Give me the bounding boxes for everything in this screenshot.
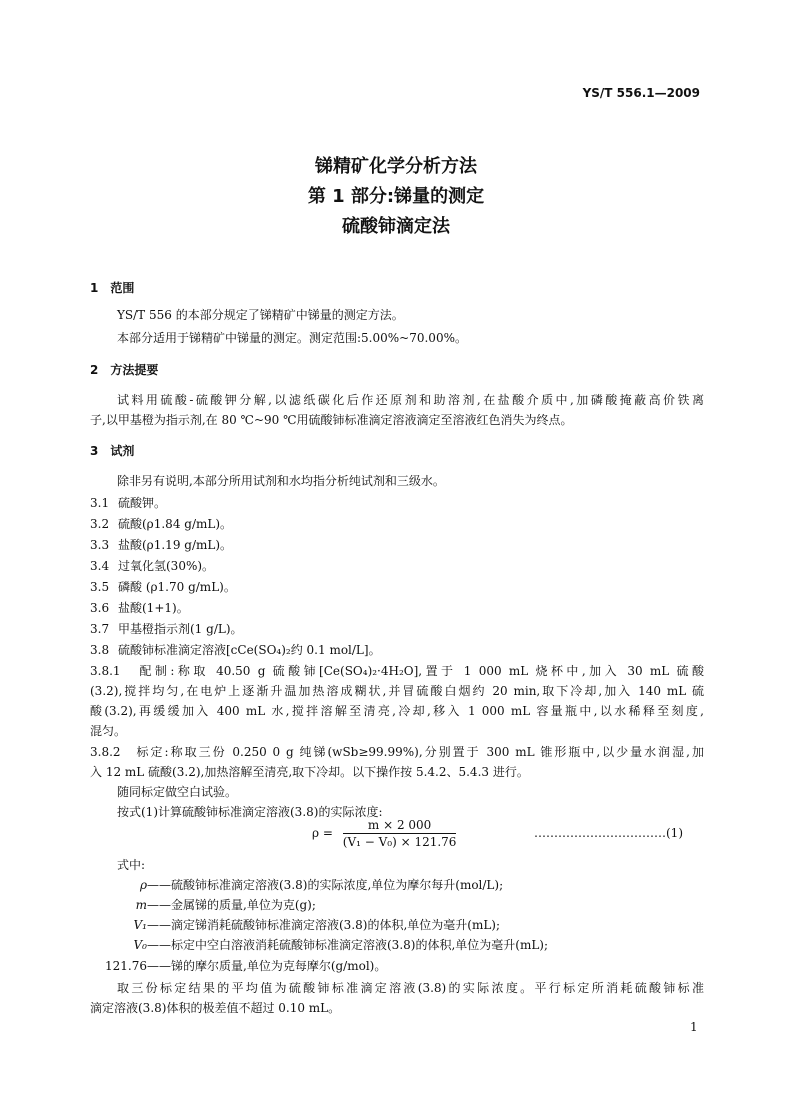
reagent-text: 过氧化氢(30%)。 <box>118 559 215 573</box>
reagent-item <box>90 516 704 532</box>
preparation-text-line: (3.2),搅拌均匀,在电炉上逐渐升温加热溶成糊状,并冒硫酸白烟约 20 min,取下冷却,加入 140 mL 硫 <box>90 684 704 698</box>
standardization-text-line: 3.8.2 标定:称取三份 0.250 0 g 纯锑(wSb≥99.99%),分别置于 300 mL 锥形瓶中,以少量水润湿,加 <box>90 745 704 759</box>
reagent-text: 硫酸钾。 <box>118 496 167 510</box>
page-number: 1 <box>690 1020 698 1034</box>
reagent-text: 硫酸(ρ1.84 g/mL)。 <box>118 517 233 531</box>
variable-definition <box>90 917 704 933</box>
reagent-item <box>90 621 704 637</box>
conclusion-text-line: 取三份标定结果的平均值为硫酸铈标准滴定溶液(3.8)的实际浓度。平行标定所消耗硫酸铈标准 <box>117 981 704 995</box>
reagent-number: 3.6 <box>90 601 110 615</box>
variable-description: ——滴定锑消耗硫酸铈标准滴定溶液(3.8)的体积,单位为毫升(mL); <box>147 918 501 932</box>
formula-fraction <box>343 818 457 849</box>
reagent-text: 甲基橙指示剂(1 g/L)。 <box>118 622 243 636</box>
standardization-text-line: 入 12 mL 硫酸(3.2),加热溶解至清亮,取下冷却。以下操作按 5.4.2、5.4.3 进行。 <box>90 765 529 779</box>
variable-description: ——金属锑的质量,单位为克(g); <box>147 898 316 912</box>
reagent-text: 盐酸(1+1)。 <box>118 601 189 615</box>
reagent-item <box>90 600 704 616</box>
preparation-text-line: 酸(3.2),再缓缓加入 400 mL 水,搅拌溶解至清亮,冷却,移入 1 000 mL 容量瓶中,以水稀释至刻度, <box>90 704 704 718</box>
variable-definition <box>90 958 704 974</box>
reagent-number: 3.3 <box>90 538 110 552</box>
preparation-text-line: 混匀。 <box>90 724 127 738</box>
equation-number: ……………………………(1) <box>534 826 683 840</box>
variable-symbol: V₀ <box>133 938 147 952</box>
document-subtitle: 第 1 部分:锑量的测定 <box>307 186 485 207</box>
variable-symbol: 121.76 <box>105 959 147 973</box>
variable-symbol: m <box>135 898 147 912</box>
variable-symbol: ρ <box>139 878 147 892</box>
where-label: 式中: <box>117 858 146 872</box>
reagent-text: 硫酸铈标准滴定溶液[cCe(SO₄)₂约 0.1 mol/L]。 <box>118 643 381 657</box>
reagent-item <box>90 642 704 658</box>
reagent-number: 3.1 <box>90 496 110 510</box>
formula-denominator: (V₁ − V₀) × 121.76 <box>342 835 457 849</box>
reagent-item <box>90 558 704 574</box>
variable-symbol: V₁ <box>133 918 147 932</box>
document-method-title: 硫酸铈滴定法 <box>342 216 450 237</box>
reagent-number: 3.8 <box>90 643 110 657</box>
preparation-text-line: 3.8.1 配制:称取 40.50 g 硫酸铈[Ce(SO₄)₂·4H₂O],置于 1 000 mL 烧杯中,加入 30 mL 硫酸 <box>90 664 704 678</box>
document-title: 锑精矿化学分析方法 <box>315 156 477 177</box>
conclusion-text-line: 滴定溶液(3.8)体积的极差值不超过 0.10 mL。 <box>90 1001 341 1015</box>
reagent-text: 盐酸(ρ1.19 g/mL)。 <box>118 538 233 552</box>
reagent-number: 3.2 <box>90 517 110 531</box>
section-heading-reagents: 3 试剂 <box>90 444 135 458</box>
blank-test-text: 随同标定做空白试验。 <box>117 785 238 799</box>
scope-paragraph: 本部分适用于锑精矿中锑量的测定。测定范围:5.00%~70.00%。 <box>117 331 467 345</box>
formula-lhs: ρ = <box>312 826 333 840</box>
reagent-text: 磷酸 (ρ1.70 g/mL)。 <box>118 580 236 594</box>
formula-numerator: m × 2 000 <box>343 818 457 834</box>
variable-definition <box>90 897 704 913</box>
reagents-intro: 除非另有说明,本部分所用试剂和水均指分析纯试剂和三级水。 <box>117 474 445 488</box>
section-heading-principle: 2 方法提要 <box>90 363 159 377</box>
reagent-item <box>90 537 704 553</box>
standard-number: YS/T 556.1—2009 <box>582 86 700 100</box>
principle-text-line: 子,以甲基橙为指示剂,在 80 ℃~90 ℃用硫酸铈标准滴定溶液滴定至溶液红色消失为终点。 <box>90 413 573 427</box>
reagent-item <box>90 579 704 595</box>
reagent-number: 3.4 <box>90 559 110 573</box>
calculation-intro: 按式(1)计算硫酸铈标准滴定溶液(3.8)的实际浓度: <box>117 805 383 819</box>
scope-paragraph: YS/T 556 的本部分规定了锑精矿中锑量的测定方法。 <box>117 308 404 322</box>
reagent-item <box>90 495 704 511</box>
section-heading-scope: 1 范围 <box>90 281 135 295</box>
variable-description: ——硫酸铈标准滴定溶液(3.8)的实际浓度,单位为摩尔每升(mol/L); <box>147 878 504 892</box>
reagent-number: 3.7 <box>90 622 110 636</box>
variable-definition <box>90 877 704 893</box>
reagent-number: 3.5 <box>90 580 110 594</box>
variable-description: ——锑的摩尔质量,单位为克每摩尔(g/mol)。 <box>147 959 387 973</box>
formula <box>312 818 456 849</box>
variable-description: ——标定中空白溶液消耗硫酸铈标准滴定溶液(3.8)的体积,单位为毫升(mL); <box>147 938 549 952</box>
variable-definition <box>90 937 704 953</box>
principle-text-line: 试料用硫酸-硫酸钾分解,以滤纸碳化后作还原剂和助溶剂,在盐酸介质中,加磷酸掩蔽高价铁离 <box>117 393 704 407</box>
